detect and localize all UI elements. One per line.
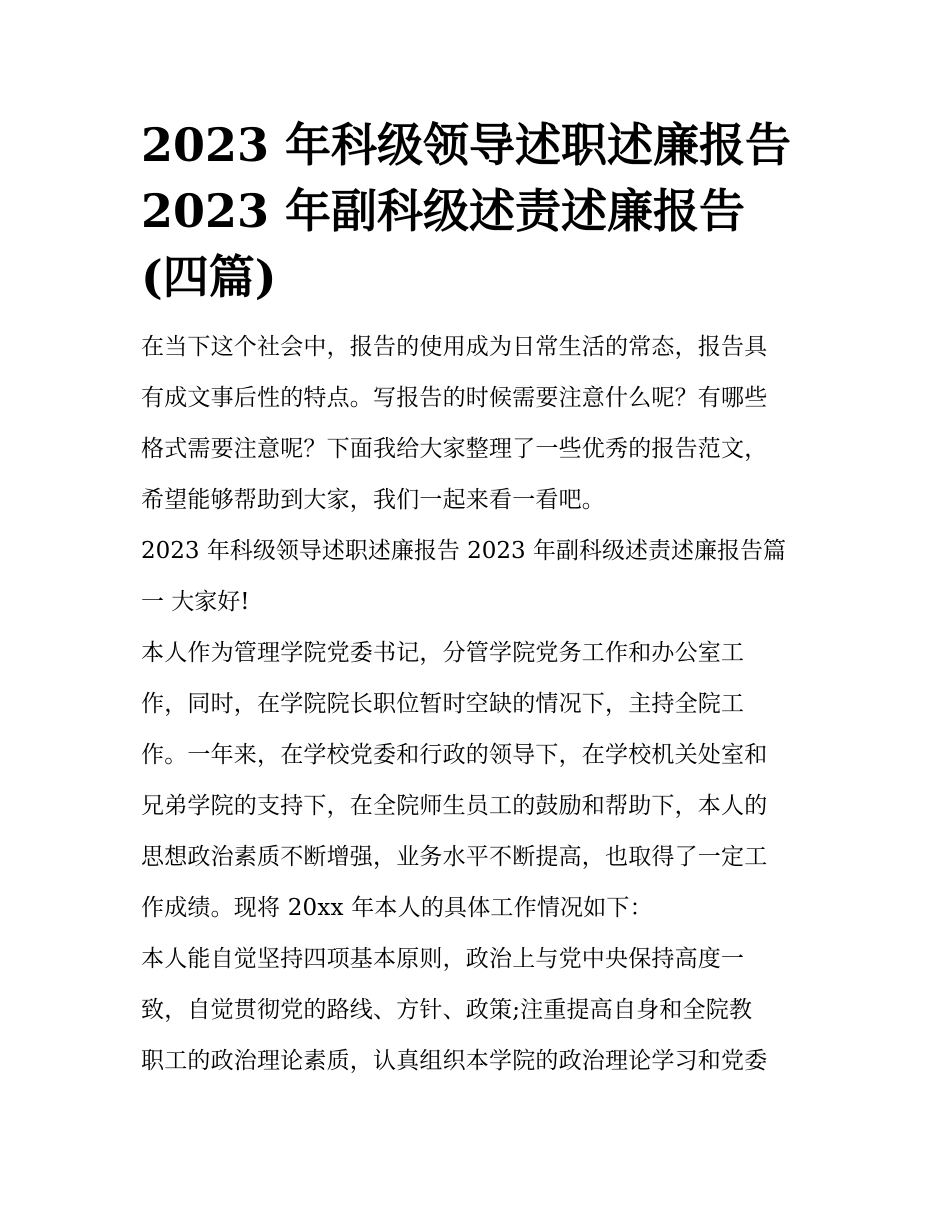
document-title [141, 112, 821, 310]
title-line-1: 2023 年科级领导述职述廉报告 [141, 118, 792, 172]
section-heading-line: 2023 年科级领导述职述廉报告 2023 年副科级述责述廉报告篇 [141, 538, 786, 564]
intro-line: 希望能够帮助到大家，我们一起来看一看吧。 [141, 487, 605, 513]
section-heading-line: 一 大家好! [141, 589, 250, 615]
body-paragraph-2 [141, 934, 821, 1087]
body-line: 作，同时，在学院院长职位暂时空缺的情况下，主持全院工 [141, 691, 745, 717]
title-line-2: 2023 年副科级述责述廉报告 [141, 184, 746, 238]
body-line: 作成绩。现将 20xx 年本人的具体工作情况如下： [141, 895, 653, 921]
intro-paragraph [141, 322, 821, 526]
intro-line: 有成文事后性的特点。写报告的时候需要注意什么呢？有哪些 [141, 385, 768, 411]
body-line: 本人能自觉坚持四项基本原则，政治上与党中央保持高度一 [141, 946, 745, 972]
body-line: 本人作为管理学院党委书记，分管学院党务工作和办公室工 [141, 640, 745, 666]
body-line: 职工的政治理论素质，认真组织本学院的政治理论学习和党委 [141, 1048, 768, 1074]
title-line-3: (四篇) [141, 250, 277, 304]
intro-line: 在当下这个社会中，报告的使用成为日常生活的常态，报告具 [141, 334, 768, 360]
intro-line: 格式需要注意呢？下面我给大家整理了一些优秀的报告范文， [141, 436, 768, 462]
section-heading [141, 526, 821, 628]
body-line: 兄弟学院的支持下，在全院师生员工的鼓励和帮助下，本人的 [141, 793, 768, 819]
body-paragraph-1 [141, 628, 821, 934]
body-line: 思想政治素质不断增强，业务水平不断提高，也取得了一定工 [141, 844, 768, 870]
document-page [141, 112, 821, 1087]
body-line: 作。一年来，在学校党委和行政的领导下，在学校机关处室和 [141, 742, 768, 768]
body-line: 致，自觉贯彻党的路线、方针、政策;注重提高自身和全院教 [141, 997, 753, 1023]
